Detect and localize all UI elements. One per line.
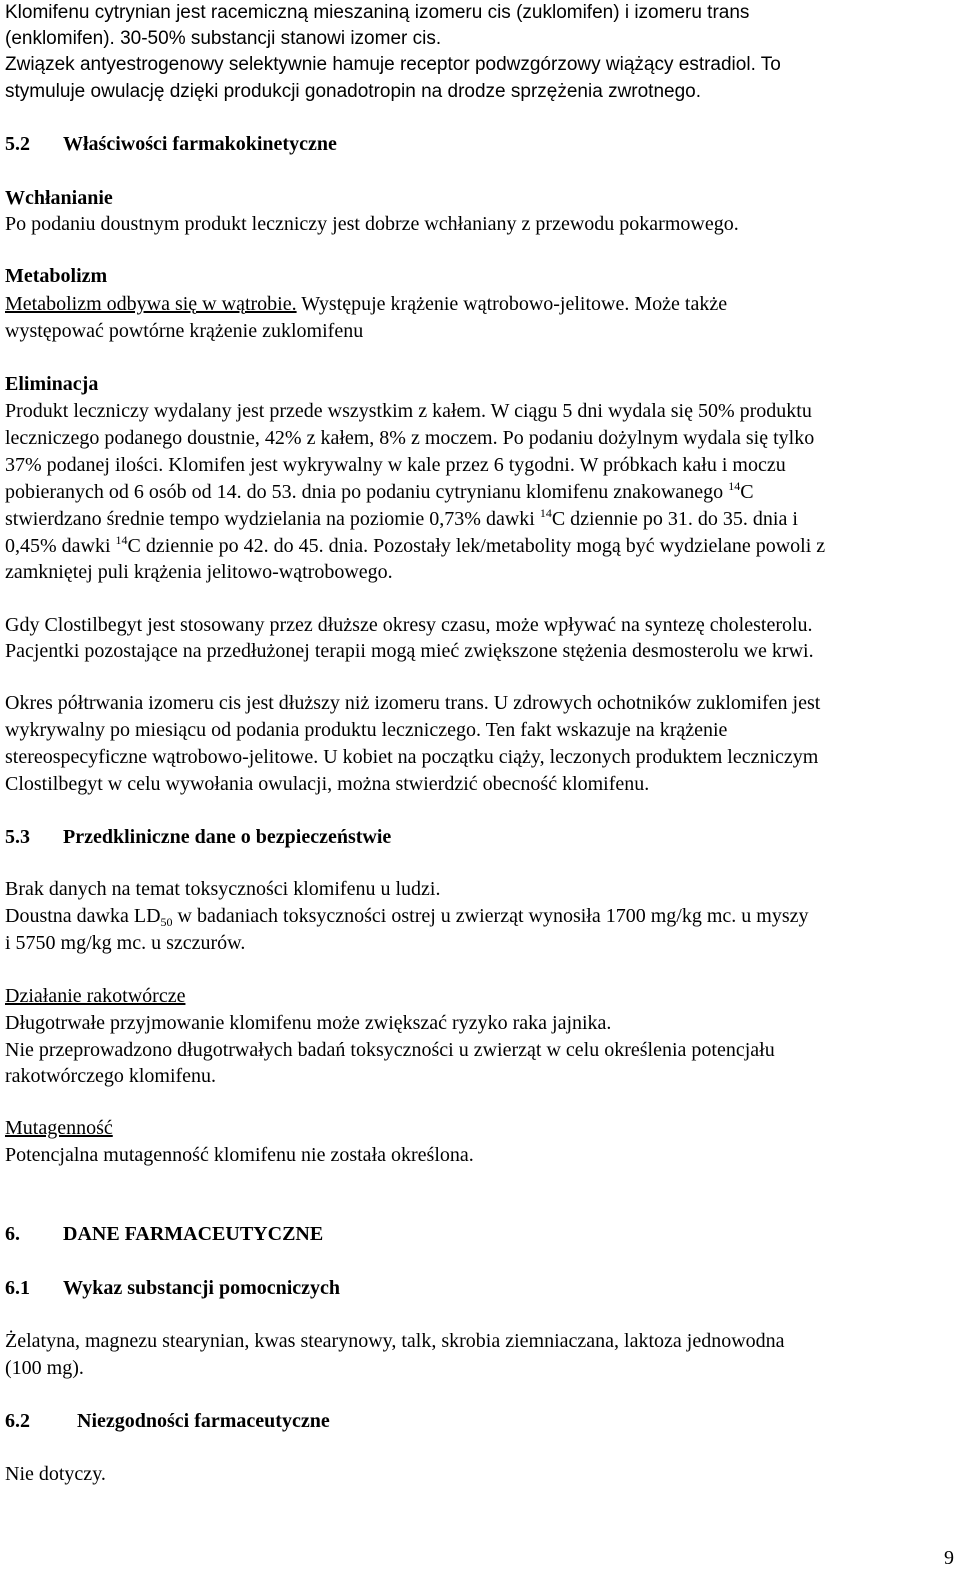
elimination-text: stwierdzano średnie tempo wydzielania na poziomie 0,73% dawki — [5, 508, 540, 530]
section-number: 6.2 — [5, 1410, 30, 1432]
section-number: 6.1 — [5, 1277, 30, 1299]
elimination-text: pobieranych od 6 osób od 14. do 53. dnia po podaniu cytrynianu klomifenu znakowanego — [5, 481, 729, 503]
elimination-heading: Eliminacja — [5, 373, 99, 395]
half-life-line-1: Okres półtrwania izomeru cis jest dłuższy niż izomeru trans. U zdrowych ochotników zuklomifen jest — [5, 692, 821, 714]
toxicity-text: w badaniach toksyczności ostrej u zwierząt wynosiła 1700 mg/kg mc. u myszy — [172, 905, 809, 927]
isotope-element: C — [740, 481, 754, 503]
elimination-text: C dziennie po 31. do 35. dnia i — [551, 508, 798, 530]
carcinogenicity-line-3: rakotwórczego klomifenu. — [5, 1065, 217, 1087]
absorption-heading: Wchłanianie — [5, 187, 113, 209]
mutagenicity-line-1: Potencjalna mutagenność klomifenu nie została określona. — [5, 1144, 474, 1166]
excipients-line-2: (100 mg). — [5, 1357, 84, 1379]
section-5-2-heading — [5, 131, 337, 158]
cholesterol-line-1: Gdy Clostilbegyt jest stosowany przez dłuższe okresy czasu, może wpływać na syntezę cholesterolu. — [5, 614, 813, 636]
metabolism-line-1 — [5, 291, 727, 318]
elimination-line-6 — [5, 533, 825, 560]
section-title: Przedkliniczne dane o bezpieczeństwie — [63, 826, 392, 848]
metabolism-line-2: występować powtórne krążenie zuklomifenu — [5, 320, 364, 342]
intro-line-4: stymuluje owulację dzięki produkcji gonadotropin na drodze sprzężenia zwrotnego. — [5, 81, 702, 102]
section-6-2-heading — [5, 1408, 330, 1435]
toxicity-text: Doustna dawka LD — [5, 905, 161, 927]
section-5-3-heading — [5, 824, 391, 851]
isotope-superscript: 14 — [728, 479, 741, 493]
ld-subscript: 50 — [160, 915, 173, 929]
elimination-text: 0,45% dawki — [5, 535, 116, 557]
section-6-1-heading — [5, 1275, 340, 1302]
section-number: 5.2 — [5, 133, 30, 155]
elimination-line-7: zamkniętej puli krążenia jelitowo-wątrobowego. — [5, 561, 393, 583]
carcinogenicity-heading: Działanie rakotwórcze — [5, 985, 186, 1007]
half-life-line-3: stereospecyficzne wątrobowo-jelitowe. U kobiet na początku ciąży, leczonych produktem leczniczym — [5, 746, 819, 768]
section-number: 5.3 — [5, 826, 30, 848]
elimination-line-4 — [5, 479, 754, 506]
elimination-line-3: 37% podanej ilości. Klomifen jest wykrywalny w kale przez 6 tygodni. W próbkach kału i moczu — [5, 454, 786, 476]
section-title: Właściwości farmakokinetyczne — [63, 133, 337, 155]
section-title: Wykaz substancji pomocniczych — [63, 1277, 341, 1299]
carcinogenicity-line-1: Długotrwałe przyjmowanie klomifenu może zwiększać ryzyko raka jajnika. — [5, 1012, 612, 1034]
toxicity-line-2 — [5, 903, 809, 930]
absorption-text: Po podaniu doustnym produkt leczniczy jest dobrze wchłaniany z przewodu pokarmowego. — [5, 213, 739, 235]
isotope-superscript: 14 — [539, 506, 552, 520]
isotope-superscript: 14 — [115, 533, 128, 547]
elimination-line-2: leczniczego podanego doustnie, 42% z kałem, 8% z moczem. Po podaniu dożylnym wydala się tylko — [5, 427, 815, 449]
excipients-line-1: Żelatyna, magnezu stearynian, kwas stearynowy, talk, skrobia ziemniaczana, laktoza jednowodna — [5, 1330, 785, 1352]
metabolism-heading: Metabolizm — [5, 265, 108, 287]
metabolism-text: Występuje krążenie wątrobowo-jelitowe. Może także — [296, 293, 728, 315]
half-life-line-4: Clostilbegyt w celu wywołania owulacji, można stwierdzić obecność klomifenu. — [5, 773, 650, 795]
elimination-line-1: Produkt leczniczy wydalany jest przede wszystkim z kałem. W ciągu 5 dni wydala się 50% produktu — [5, 400, 812, 422]
section-number: 6. — [5, 1223, 20, 1245]
intro-line-3: Związek antyestrogenowy selektywnie hamuje receptor podwzgórzowy wiążący estradiol. To — [5, 54, 781, 75]
half-life-line-2: wykrywalny po miesiącu od podania produktu leczniczego. Ten fakt wskazuje na krążenie — [5, 719, 728, 741]
mutagenicity-heading: Mutagenność — [5, 1117, 113, 1139]
section-title: DANE FARMACEUTYCZNE — [63, 1223, 324, 1245]
toxicity-line-1: Brak danych na temat toksyczności klomifenu u ludzi. — [5, 878, 441, 900]
section-6-heading — [5, 1221, 323, 1248]
incompatibilities-text: Nie dotyczy. — [5, 1463, 106, 1485]
cholesterol-line-2: Pacjentki pozostające na przedłużonej terapii mogą mieć zwiększone stężenia desmosterolu we krwi. — [5, 640, 814, 662]
intro-line-2: (enklomifen). 30-50% substancji stanowi izomer cis. — [5, 28, 442, 49]
intro-line-1: Klomifenu cytrynian jest racemiczną mieszaniną izomeru cis (zuklomifen) i izomeru trans — [5, 2, 750, 23]
elimination-line-5 — [5, 506, 798, 533]
toxicity-line-3: i 5750 mg/kg mc. u szczurów. — [5, 932, 246, 954]
metabolism-underlined-text: Metabolizm odbywa się w wątrobie. — [5, 293, 297, 315]
carcinogenicity-line-2: Nie przeprowadzono długotrwałych badań toksyczności u zwierząt w celu określenia potencjału — [5, 1039, 775, 1061]
page-number: 9 — [944, 1547, 954, 1569]
section-title: Niezgodności farmaceutyczne — [77, 1410, 330, 1432]
elimination-text: C dziennie po 42. do 45. dnia. Pozostały lek/metabolity mogą być wydzielane powoli z — [127, 535, 826, 557]
